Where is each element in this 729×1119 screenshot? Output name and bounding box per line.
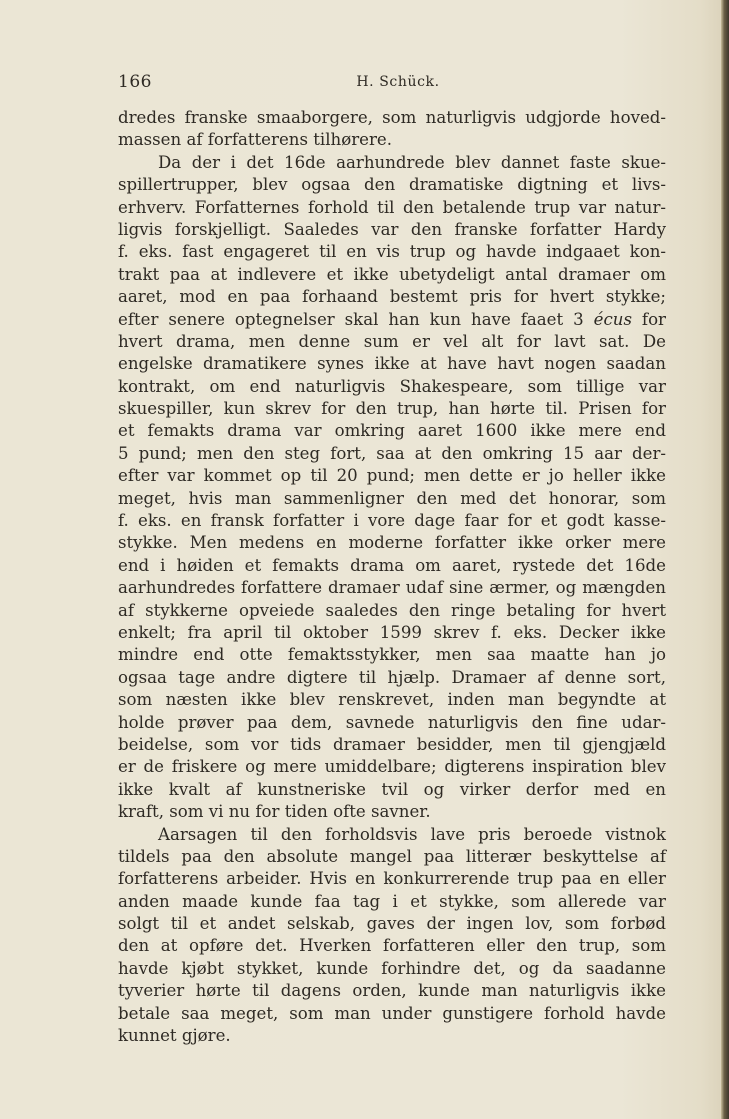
text-line: forfatterens arbeider. Hvis en konkurrerende trup paa en eller [118, 869, 666, 889]
text-line: Da der i det 16de aarhundrede blev dannet faste skue- [158, 152, 666, 172]
running-head-author: H. Schück. [356, 74, 440, 90]
text-line: stykke. Men medens en moderne forfatter ikke orker mere [118, 533, 666, 553]
text-line: havde kjøbt stykket, kunde forhindre det, og da saadanne [118, 958, 666, 978]
text-line: betale saa meget, som man under gunstigere forhold havde [118, 1003, 666, 1023]
page-number: 166 [118, 72, 152, 92]
text-line: af stykkerne opveiede saaledes den ringe betaling for hvert [118, 600, 666, 620]
text-line: som næsten ikke blev renskrevet, inden man begyndte at [118, 690, 666, 710]
text-line: hvert drama, men denne sum er vel alt for lavt sat. De [118, 331, 666, 351]
text-line: trakt paa at indlevere et ikke ubetydeligt antal dramaer om [118, 264, 666, 284]
text-line: kunnet gjøre. [118, 1026, 231, 1046]
text-line: holde prøver paa dem, savnede naturligvis den fine udar- [118, 712, 666, 732]
text-line: kontrakt, om end naturligvis Shakespeare, som tillige var [118, 376, 666, 396]
text-line: et femakts drama var omkring aaret 1600 ikke mere end [118, 421, 666, 441]
text-line: massen af forfatterens tilhørere. [118, 130, 392, 150]
text-line: ogsaa tage andre digtere til hjælp. Dramaer af denne sort, [118, 667, 666, 687]
text-line: dredes franske smaaborgere, som naturligvis udgjorde hoved- [118, 108, 666, 127]
text-line: spillertrupper, blev ogsaa den dramatiske digtning et livs- [118, 175, 666, 195]
text-line: den at opføre det. Hverken forfatteren eller den trup, som [118, 936, 666, 956]
italic-word: écus [593, 309, 632, 329]
text-line-with-italic [118, 309, 666, 331]
text-line: end i høiden et femakts drama om aaret, rystede det 16de [118, 555, 666, 575]
text-line: anden maade kunde faa tag i et stykke, som allerede var [118, 891, 666, 911]
text-line: ikke kvalt af kunstneriske tvil og virker derfor med en [118, 779, 666, 799]
text-line: tildels paa den absolute mangel paa litterær beskyttelse af [118, 846, 666, 866]
text-segment: for [631, 309, 666, 329]
text-line: f. eks. en fransk forfatter i vore dage faar for et godt kasse- [118, 511, 666, 531]
text-line: ligvis forskjelligt. Saaledes var den franske forfatter Hardy [118, 219, 666, 239]
text-line: solgt til et andet selskab, gaves der ingen lov, som forbød [118, 914, 666, 934]
text-segment: efter senere optegnelser skal han kun have faaet 3 [118, 309, 594, 329]
text-line: mindre end otte femaktsstykker, men saa maatte han jo [118, 645, 666, 665]
page-header [118, 72, 678, 98]
text-line: f. eks. fast engageret til en vis trup og havde indgaaet kon- [118, 242, 666, 262]
text-line: skuespiller, kun skrev for den trup, han hørte til. Prisen for [118, 399, 666, 419]
text-line: efter var kommet op til 20 pund; men dette er jo heller ikke [118, 466, 666, 486]
text-line: 5 pund; men den steg fort, saa at den omkring 15 aar der- [118, 443, 666, 463]
text-line: meget, hvis man sammenligner den med det honorar, som [118, 488, 666, 508]
page-edge-shadow [721, 0, 729, 1119]
text-line: engelske dramatikere synes ikke at have havt nogen saadan [118, 354, 666, 374]
text-line: Aarsagen til den forholdsvis lave pris beroede vistnok [158, 824, 666, 844]
text-line: erhverv. Forfatternes forhold til den betalende trup var natur- [118, 197, 666, 217]
text-line: aarhundredes forfattere dramaer udaf sine ærmer, og mængden [118, 578, 666, 598]
text-line: tyverier hørte til dagens orden, kunde man naturligvis ikke [118, 981, 666, 1001]
text-line: beidelse, som vor tids dramaer besidder, men til gjengjæld [118, 734, 666, 754]
body-text [118, 107, 666, 1047]
text-line: aaret, mod en paa forhaand bestemt pris for hvert stykke; [118, 287, 666, 307]
text-line: enkelt; fra april til oktober 1599 skrev f. eks. Decker ikke [118, 622, 666, 642]
text-line: er de friskere og mere umiddelbare; digterens inspiration blev [118, 757, 666, 777]
text-line: kraft, som vi nu for tiden ofte savner. [118, 802, 431, 822]
